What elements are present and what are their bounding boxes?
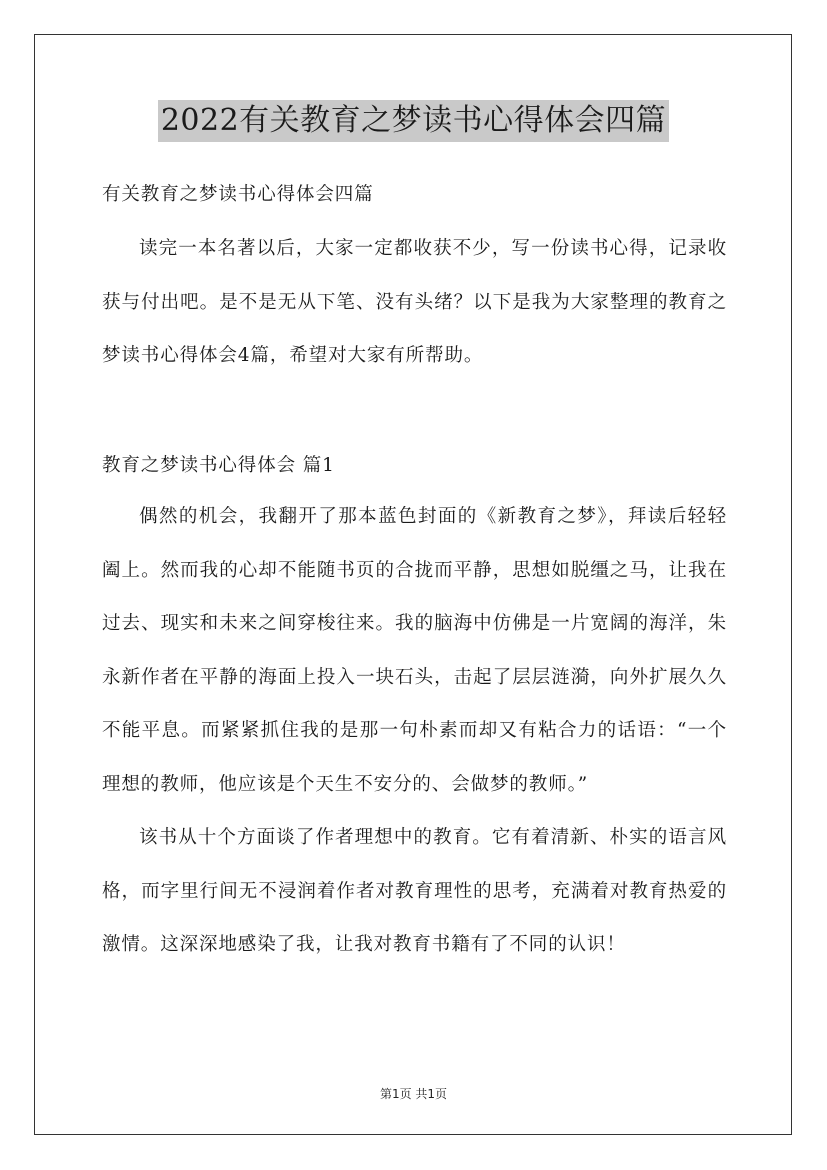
section-body (102, 490, 727, 972)
intro-section (102, 222, 727, 383)
section-heading: 教育之梦读书心得体会 篇1 (102, 455, 335, 476)
intro-paragraph: 读完一本名著以后，大家一定都收获不少，写一份读书心得，记录收获与付出吧。是不是无从下笔、没有头绪？以下是我为大家整理的教育之梦读书心得体会4篇，希望对大家有所帮助。 (102, 238, 727, 366)
section-paragraph-2: 该书从十个方面谈了作者理想中的教育。它有着清新、朴实的语言风格，而字里行间无不浸润着作者对教育理性的思考，充满着对教育热爱的激情。这深深地感染了我，让我对教育书籍有了不同的认识！ (102, 827, 727, 955)
title-container (0, 100, 827, 142)
document-subtitle: 有关教育之梦读书心得体会四篇 (102, 184, 374, 205)
section-paragraph-1: 偶然的机会，我翻开了那本蓝色封面的《新教育之梦》，拜读后轻轻阖上。然而我的心却不能随书页的合拢而平静，思想如脱缰之马，让我在过去、现实和未来之间穿梭往来。我的脑海中仿佛是一片宽阔的海洋，朱永新作者在平静的海面上投入一块石头，击起了层层涟漪，向外扩展久久不能平息。而紧紧抓住我的是那一句朴素而却又有粘合力的话语：“一个理想的教师，他应该是个天生不安分的、会做梦的教师。” (102, 506, 727, 795)
document-title: 2022有关教育之梦读书心得体会四篇 (158, 100, 669, 142)
page-footer: 第1页 共1页 (379, 1087, 448, 1101)
